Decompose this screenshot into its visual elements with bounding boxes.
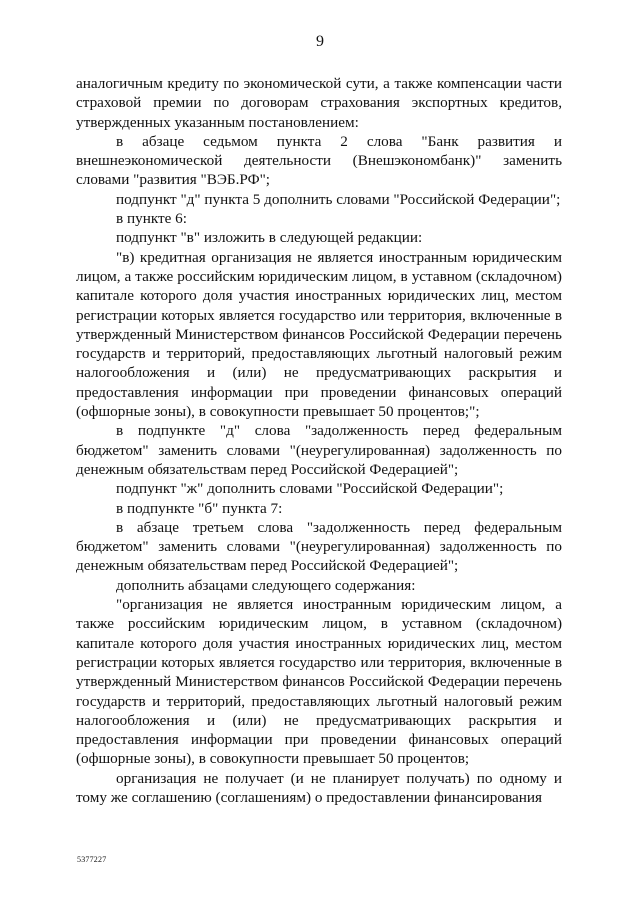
paragraph-continuation: аналогичным кредиту по экономической сути, а также компенсации части страховой премии по договорам страхования экспортных кредитов, утвержденных указанным постановлением:	[76, 75, 562, 131]
paragraph-item-2-amendment: в абзаце седьмом пункта 2 слова "Банк развития и внешнеэкономической деятельности (Внешэкономбанк)" заменить словами "развития "ВЭБ.РФ";	[76, 132, 562, 189]
paragraph-subitem-zh-amendment: подпункт "ж" дополнить словами "Российской Федерации";	[116, 480, 504, 498]
document-body	[76, 74, 562, 807]
paragraph-item-7-heading: в подпункте "б" пункта 7:	[116, 499, 283, 517]
document-code: 5377227	[77, 855, 107, 864]
paragraph-item-6-heading: в пункте 6:	[116, 210, 187, 228]
paragraph-financing-requirement: организация не получает (и не планирует получать) по одному и тому же соглашению (соглашениям) о предоставлении финансирования	[76, 769, 562, 806]
paragraph-organization-requirement: "организация не является иностранным юридическим лицом, а также российским юридическим лицом, в уставном (складочном) капитале которого доля участия иностранных юридических лиц, местом регистрации которых является государство или территория, включенные в утвержденный Министерством финансов Российской Федерации перечень государств и территорий, предоставляющих льготный налоговый режим налогообложения и (или) не предусматривающих раскрытия и предоставления информации при проведении финансовых операций (офшорные зоны), в совокупности превышает 50 процентов;	[76, 596, 562, 768]
paragraph-item-5-amendment: подпункт "д" пункта 5 дополнить словами "Российской Федерации";	[116, 190, 561, 208]
paragraph-third-abzac-amendment: в абзаце третьем слова "задолженность перед федеральным бюджетом" заменить словами "(неурегулированная) задолженность по денежным обязательствам перед Российской Федерацией";	[76, 518, 562, 575]
paragraph-subitem-d-amendment: в подпункте "д" слова "задолженность перед федеральным бюджетом" заменить словами "(неурегулированная) задолженность по денежным обязательствам перед Российской Федерацией";	[76, 422, 562, 478]
page-number: 9	[316, 33, 324, 50]
paragraph-subitem-v-intro: подпункт "в" изложить в следующей редакции:	[116, 229, 423, 247]
paragraph-add-abzacs-intro: дополнить абзацами следующего содержания:	[116, 576, 416, 594]
paragraph-subitem-v-text: "в) кредитная организация не является иностранным юридическим лицом, а также российским юридическим лицом, в уставном (складочном) капитале которого доля участия иностранных юридических лиц, местом регистрации которых является государство или территория, включенные в утвержденный Министерством финансов Российской Федерации перечень государств и территорий, предоставляющих льготный налоговый режим налогообложения и (или) не предусматривающих раскрытия и предоставления информации при проведении финансовых операций (офшорные зоны), в совокупности превышает 50 процентов;";	[76, 248, 562, 421]
